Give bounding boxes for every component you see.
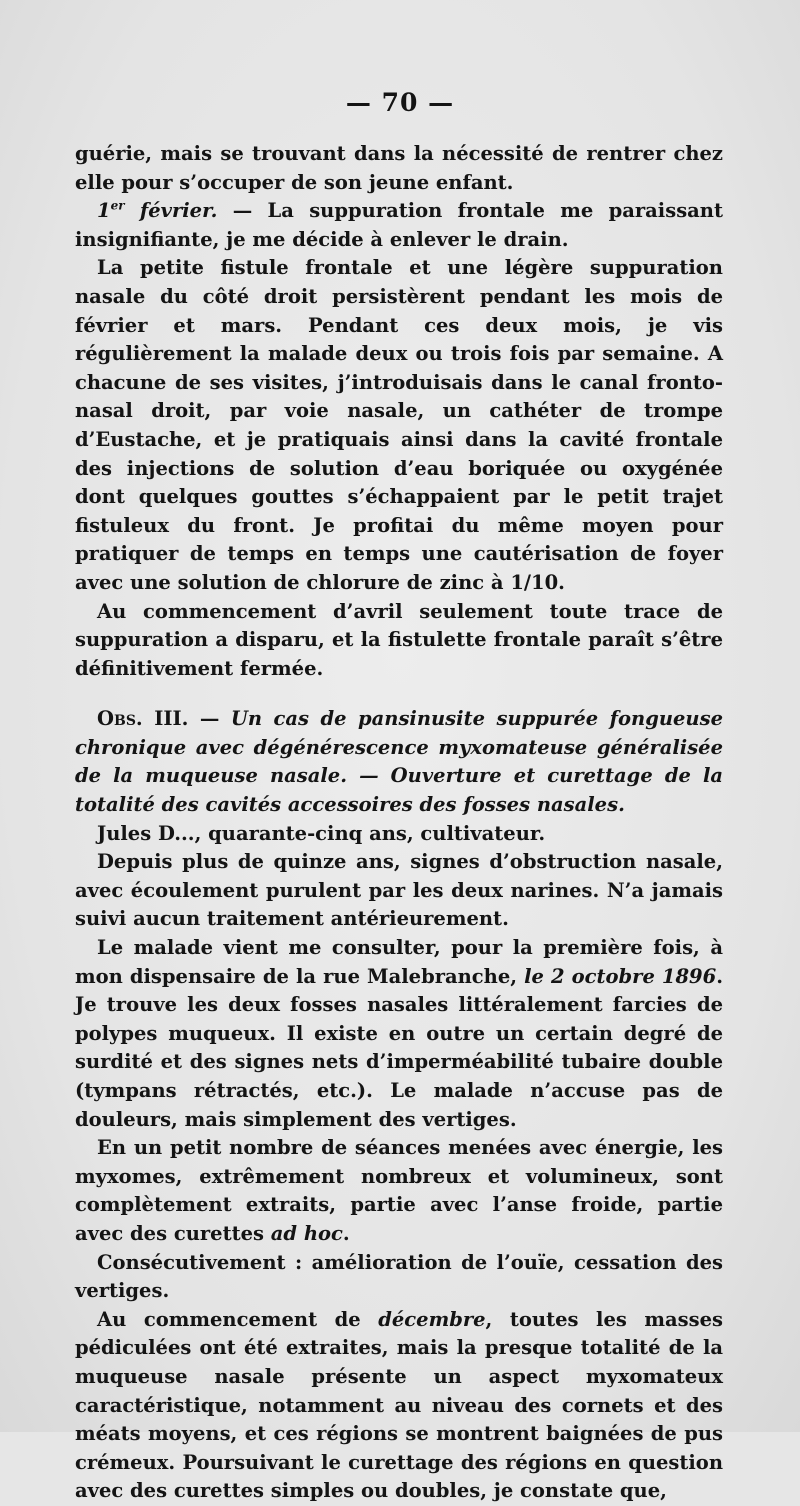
paragraph: Jules D..., quarante-cinq ans, cultivateur.: [97, 821, 546, 845]
paragraph-text: Le malade vient me consulter, pour la première fois, à mon dispensaire de la rue Malebranche,: [75, 936, 723, 988]
section-gap: [75, 683, 723, 705]
date-emphasis: le 2 octobre 1896: [524, 964, 717, 988]
paragraph: [75, 197, 723, 254]
paragraph-text: . Je trouve les deux fosses nasales littéralement farcies de polypes muqueux. Il existe en outre un certain degré de surdité et des signes nets d’imperméabilité tubaire double (tympans rétractés, etc.). Le malade n’accuse pas de douleurs, mais simplement des vertiges.: [75, 964, 723, 1131]
paragraph: [75, 934, 723, 1134]
observation-title: Un cas de pansinusite suppurée fongueuse chronique avec dégénérescence myxomateuse généralisée de la muqueuse nasale. — Ouverture et curettage de la totalité des cavités accessoires des fosses nasales.: [75, 707, 723, 817]
date-superscript: er: [110, 198, 125, 213]
observation-dash: —: [188, 707, 231, 731]
observation-heading: [75, 705, 723, 819]
paragraph: Au commencement d’avril seulement toute trace de suppuration a disparu, et la fistulette frontale paraît s’être définitivement fermée.: [75, 599, 723, 680]
paragraph: [75, 1306, 723, 1506]
paragraph-text: — La suppuration frontale me paraissant insignifiante, je me décide à enlever le drain.: [75, 199, 723, 251]
paragraph: guérie, mais se trouvant dans la nécessité de rentrer chez elle pour s’occuper de son jeune enfant.: [75, 142, 723, 194]
latin-emphasis: ad hoc: [270, 1221, 343, 1245]
paragraph-text: En un petit nombre de séances menées avec énergie, les myxomes, extrêmement nombreux et volumineux, sont complètement extraits, partie avec l’anse froide, partie avec des curettes: [75, 1136, 723, 1245]
month-emphasis: décembre: [378, 1307, 486, 1331]
date-label: [97, 199, 217, 222]
page-number: — 70 —: [345, 88, 455, 117]
paragraph-text: Au commencement de: [97, 1307, 379, 1331]
paragraph-text: .: [342, 1221, 350, 1245]
body-text: [75, 140, 723, 1506]
paragraph-text: , toutes les masses pédiculées ont été extraites, mais la presque totalité de la muqueuse nasale présente un aspect myxomateux caractéristique, notamment au niveau des cornets et des méats moyens, et ces régions se montrent baignées de pus crémeux. Poursuivant le curettage des régions en question avec des curettes simples ou doubles, je constate que,: [75, 1307, 723, 1503]
date-month: février.: [124, 199, 218, 223]
paragraph: La petite fistule frontale et une légère suppuration nasale du côté droit persistèrent pendant les mois de février et mars. Pendant ces deux mois, je vis régulièrement la malade deux ou trois fois par semaine. A chacune de ses visites, j’introduisais dans le canal fronto-nasal droit, par voie nasale, un cathéter de trompe d’Eustache, et je pratiquais ainsi dans la cavité frontale des injections de solution d’eau boriquée ou oxygénée dont quelques gouttes s’échappaient par le petit trajet fistuleux du front. Je profitai du même moyen pour pratiquer de temps en temps une cautérisation de foyer avec une solution de chlorure de zinc à 1/10.: [75, 256, 723, 594]
date-number: 1: [97, 199, 111, 223]
paragraph: Depuis plus de quinze ans, signes d’obstruction nasale, avec écoulement purulent par les deux narines. N’a jamais suivi aucun traitement antérieurement.: [75, 850, 723, 931]
paragraph: [75, 1134, 723, 1248]
paragraph: Consécutivement : amélioration de l’ouïe, cessation des vertiges.: [75, 1250, 723, 1303]
observation-label: Obs. III.: [97, 707, 189, 731]
